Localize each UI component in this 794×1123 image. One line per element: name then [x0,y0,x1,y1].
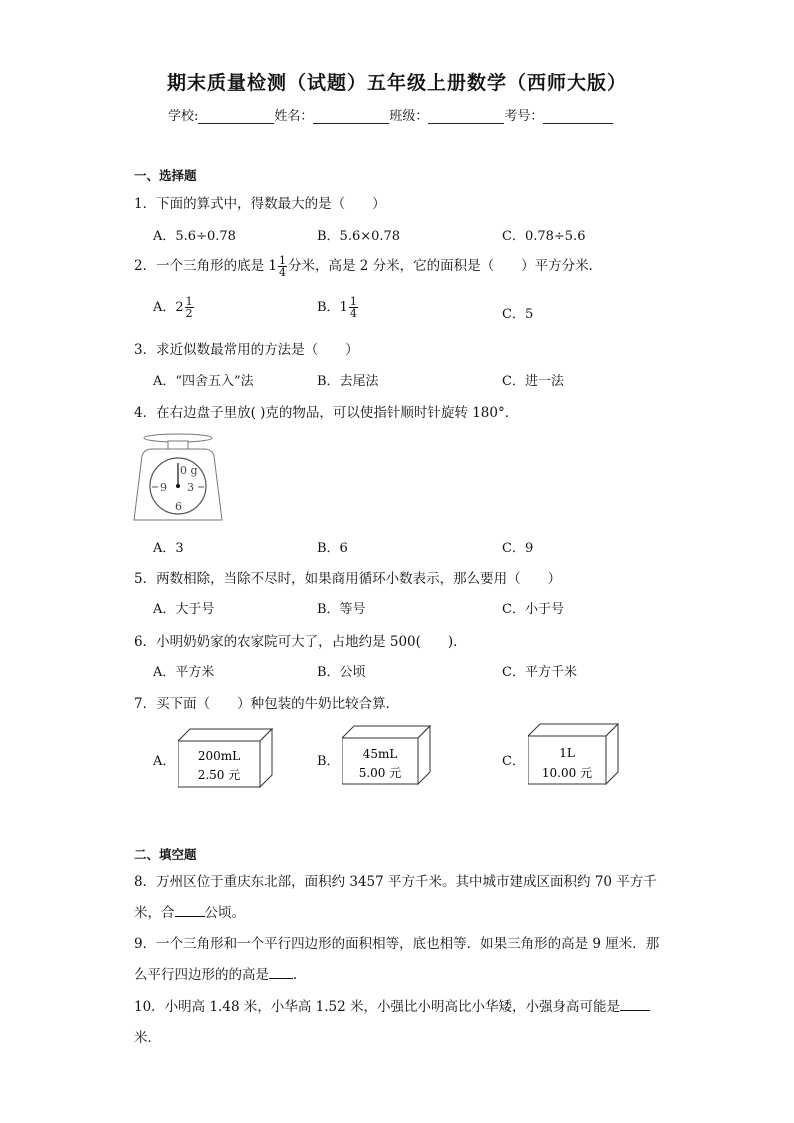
q6-option-b: B．公顷 [317,665,366,680]
milk-box-c [528,722,620,786]
needle-pivot [176,484,180,488]
q2-b-den: 4 [349,307,357,320]
q8-text-b: 公顷。 [204,905,245,921]
school-label: 学校: [168,109,199,124]
q10-text: 10．小明高 1.48 米，小华高 1.52 米，小强比小明高比小华矮，小强身高可能是 [134,999,620,1015]
q3-option-b: B．去尾法 [317,374,379,389]
question-5: 5．两数相除，当除不尽时，如果商用循环小数表示，那么要用（ ） [134,571,562,587]
box-a-volume: 200mL [197,749,241,763]
q9-text-b: ． [293,967,307,983]
question-9-line2 [134,963,307,983]
section-heading-fill: 二、填空题 [134,847,197,862]
milk-box-b [342,724,432,786]
question-9-line1: 9．一个三角形和一个平行四边形的面积相等，底也相等．如果三角形的高是 9 厘米．那 [134,936,660,952]
q6-option-c: C．平方千米 [502,665,577,680]
q2-a-den: 2 [185,307,193,320]
q2-option-a [153,296,195,319]
box-b-price: 5.00 元 [358,766,402,780]
q1-option-a: A．5.6÷0.78 [153,229,236,244]
q2-b-num: 1 [349,295,357,308]
q8-text-a: 米，合 [134,905,175,921]
q2-text-pre: 2．一个三角形的底是 1 [134,258,277,274]
q5-option-c: C．小于号 [502,602,564,617]
box-c-price: 10.00 元 [541,766,593,780]
school-blank [198,109,274,124]
q2-b-whole: B．1 [317,300,348,315]
q2-frac-num: 1 [278,254,286,267]
dial-label-top: 0 g [180,464,198,477]
q2-a-whole: A．2 [153,300,184,315]
kitchen-scale-figure [130,430,230,526]
box-b-volume: 45mL [362,747,398,761]
question-8-line2 [134,901,245,921]
question-8-line1: 8．万州区位于重庆东北部，面积约 3457 平方千米。其中城市建成区面积约 70 平方千 [134,874,657,890]
q7-option-b-label: B． [317,754,340,769]
id-blank [543,109,613,124]
q1-option-c: C．0.78÷5.6 [502,229,586,244]
question-10-line1 [134,995,650,1015]
question-1: 1．下面的算式中，得数最大的是（ ） [134,196,386,212]
milk-box-a [178,727,274,789]
q2-option-c: C．5 [502,307,534,322]
q2-a-fraction [185,296,194,319]
section-heading-choice: 一、选择题 [134,168,197,183]
q2-a-num: 1 [185,295,193,308]
q9-text-a: 么平行四边形的的高是 [134,967,269,983]
page-title: 期末质量检测（试题）五年级上册数学（西师大版） [166,72,627,94]
q2-frac-den: 4 [278,266,286,279]
question-6: 6．小明奶奶家的农家院可大了，占地约是 500( )． [134,634,467,650]
q9-answer-blank [269,966,293,979]
student-info-line [168,105,613,124]
q5-option-a: A．大于号 [153,602,215,617]
question-2 [134,254,602,278]
q3-option-c: C．进一法 [502,374,564,389]
q8-answer-blank [175,904,205,917]
q5-option-b: B．等号 [317,602,366,617]
scale-neck [168,441,188,449]
id-label: 考号： [504,109,544,124]
q4-option-b: B．6 [317,541,348,556]
q4-option-a: A．3 [153,541,184,556]
question-7: 7．买下面（ ）种包装的牛奶比较合算． [134,696,400,712]
dial-label-bottom: 6 [175,500,182,513]
dial-label-right: 3 [187,481,194,494]
dial-label-left: 9 [160,481,167,494]
class-label: 班级： [389,109,429,124]
q2-b-fraction [349,296,358,319]
question-3: 3．求近似数最常用的方法是（ ） [134,342,359,358]
name-blank [313,109,389,124]
q2-fraction [278,255,287,278]
q10-answer-blank [620,998,650,1011]
q7-option-a-label: A． [153,754,176,769]
box-a-price: 2.50 元 [197,768,241,782]
question-4: 4．在右边盘子里放( )克的物品，可以使指针顺时针旋转 180°． [134,405,519,421]
name-label: 姓名： [274,109,314,124]
q1-option-b: B．5.6×0.78 [317,229,401,244]
box-c-volume: 1L [559,746,575,760]
q2-text-post: 分米，高是 2 分米，它的面积是（ ）平方分米． [287,258,603,274]
q7-option-c-label: C． [502,754,525,769]
class-blank [428,109,504,124]
q6-option-a: A．平方米 [153,665,215,680]
q2-option-b [317,296,359,319]
q3-option-a: A．“四舍五入”法 [153,374,254,389]
q4-option-c: C．9 [502,541,534,556]
question-10-line2: 米． [134,1030,161,1046]
